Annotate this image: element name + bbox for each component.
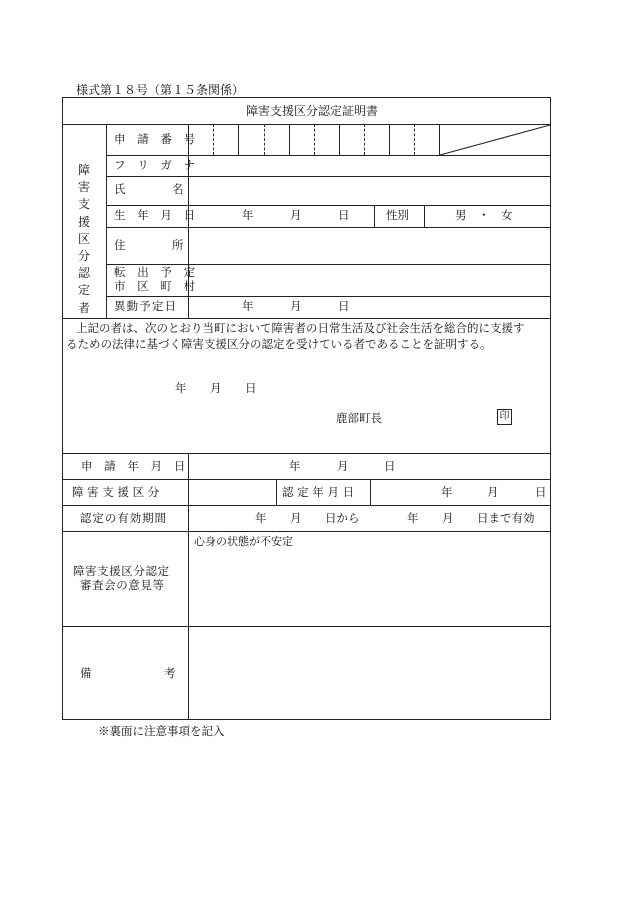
label-certification-date: 認 定 年 月 日	[282, 485, 355, 499]
label-opinion-2: 審査会の意見等	[80, 578, 165, 592]
birthdate-month: 月	[290, 208, 302, 222]
label-application-number: 申 請 番 号	[114, 132, 200, 146]
cert-year: 年	[441, 485, 453, 499]
certify-text-1: 上記の者は、次のとおり当町において障害者の日常生活及び社会生活を総合的に支援す	[76, 321, 525, 335]
valid-until-suffix: 日まで有効	[477, 511, 535, 525]
label-opinion-1: 障害支援区分認定	[73, 564, 170, 578]
label-transfer-1: 転 出 予 定	[114, 265, 200, 279]
label-birthdate: 生 年 月 日	[114, 208, 200, 222]
cert-day: 日	[535, 485, 547, 499]
gender-label: 性別	[386, 208, 409, 222]
certify-text-2: るための法律に基づく障害支援区分の認定を受けている者であることを証明する。	[66, 337, 492, 351]
valid-from-month: 月	[290, 511, 302, 525]
diagonal-slash	[439, 124, 551, 156]
label-transfer-2: 市 区 町 村	[114, 279, 200, 293]
side-label: 障害支援区分認定者	[77, 163, 90, 315]
label-furigana: フ リ ガ ナ	[114, 158, 200, 172]
valid-from-suffix: 日から	[325, 511, 360, 525]
label-name-1: 氏	[114, 182, 126, 196]
change-month: 月	[290, 299, 302, 313]
label-remarks-1: 備	[80, 666, 92, 680]
seal: 印	[499, 411, 510, 422]
valid-until-year: 年	[407, 511, 419, 525]
issue-month: 月	[210, 381, 222, 395]
label-support-category: 障 害 支 援 区 分	[72, 485, 160, 499]
seal-box	[497, 409, 512, 425]
label-address-1: 住	[114, 238, 126, 252]
birthdate-year: 年	[242, 208, 254, 222]
issue-day: 日	[245, 381, 257, 395]
app-year: 年	[289, 459, 301, 473]
change-day: 日	[338, 299, 350, 313]
valid-from-year: 年	[255, 511, 267, 525]
label-application-date: 申 請 年 月 日	[81, 459, 190, 473]
label-validity-period: 認定の有効期間	[80, 511, 167, 525]
label-name-2: 名	[172, 182, 184, 196]
app-month: 月	[337, 459, 349, 473]
issue-year: 年	[175, 381, 187, 395]
valid-until-month: 月	[442, 511, 454, 525]
footnote: ※裏面に注意事項を記入	[98, 724, 225, 738]
form-title: 障害支援区分認定証明書	[246, 104, 379, 118]
gender-options[interactable]: 男 ・ 女	[455, 208, 513, 222]
label-remarks-2: 考	[164, 666, 176, 680]
app-day: 日	[384, 459, 396, 473]
application-number-boxes[interactable]	[188, 124, 440, 155]
opinion-text[interactable]: 心身の状態が不安定	[194, 535, 293, 548]
birthdate-day: 日	[338, 208, 350, 222]
cert-month: 月	[487, 485, 499, 499]
form-number: 様式第１８号（第１５条関係）	[76, 83, 245, 97]
label-address-2: 所	[172, 238, 184, 252]
change-year: 年	[242, 299, 254, 313]
mayor: 鹿部町長	[336, 411, 382, 425]
label-change-date: 異動予定日	[114, 299, 178, 313]
